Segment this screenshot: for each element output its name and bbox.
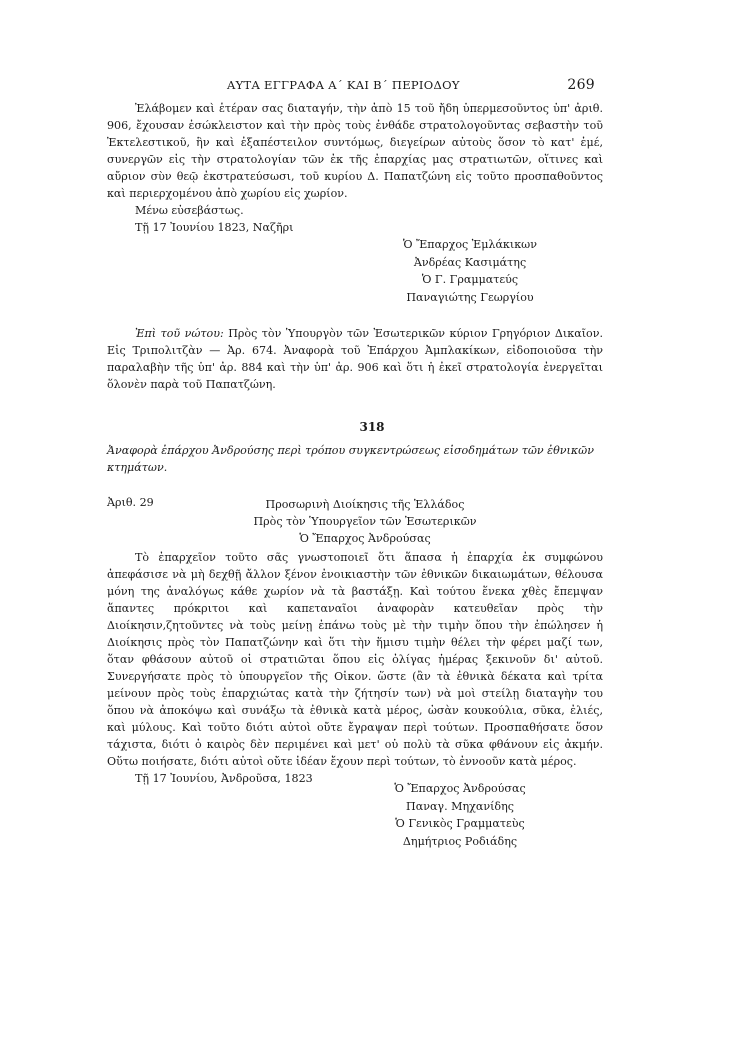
signature-line: Ὁ Γενικὸς Γραμματεὺς (395, 817, 525, 830)
verso-text: Πρὸς τὸν Ὑπουργὸν τῶν Ἐσωτερικῶν κύριον Γρηγόριον Δικαῖον. Εἰς Τριπολιτζὰν — Ἀρ. 674. Ἀναφορὰ τοῦ Ἐπάρχου Ἀμπλακίκων, εἰδοποιοῦσα τὴν παραλαβὴν τῆς ὑπ' ἀρ. 884 καὶ τὴν ὑπ' ἀρ. 906 καὶ ὅτι ἡ ἐκεῖ στρατολογία ἐνεργεῖται ὅλονὲν παρὰ τοῦ Παπατζώνη. (107, 327, 603, 391)
heading-line: Πρὸς τὸν Ὑπουργεῖον τῶν Ἐσωτερικῶν (253, 515, 477, 528)
page-number: 269 (567, 77, 595, 93)
doc318-date: Τῇ 17 Ἰουνίου, Ἀνδροῦσα, 1823 (135, 772, 313, 785)
doc317-closing: Μένω εὐσεβάστως. (135, 204, 244, 217)
signature-line: Ὁ Γ. Γραμματεύς (421, 273, 519, 286)
signature-line: Δημήτριος Ροδιάδης (402, 834, 518, 848)
verso-label: Ἐπὶ τοῦ νώτου: (135, 327, 224, 340)
reference-number: Ἀριθ. 29 (107, 496, 154, 509)
heading-line: Προσωρινὴ Διοίκησις τῆς Ἑλλάδος (265, 498, 465, 511)
signature-line: Ὁ Ἔπαρχος Ἐμλάκικων (403, 238, 537, 251)
letter-heading (250, 496, 480, 547)
running-title: ΑΥΤΑ ΕΓΓΡΑΦΑ Α΄ ΚΑΙ Β΄ ΠΕΡΙΟΔΟΥ (227, 78, 460, 92)
doc318-body-block (107, 549, 603, 787)
document-number: 318 (359, 420, 385, 434)
doc317-date: Τῇ 17 Ἰουνίου 1823, Ναζῆρι (135, 221, 294, 234)
doc317-verso (107, 325, 603, 393)
signature-line: Ἀνδρέας Κασιμάτης (413, 255, 527, 269)
document-title: Ἀναφορὰ ἐπάρχου Ἀνδρούσης περὶ τρόπου συγκεντρώσεως εἰσοδημάτων τῶν ἐθνικῶν κτημάτων. (107, 444, 594, 474)
signature-line: Παναγ. Μηχανίδης (406, 799, 514, 813)
heading-line: Ὁ Ἔπαρχος Ἀνδρούσας (299, 532, 431, 545)
doc317-signature-block (385, 236, 555, 306)
doc317-body-block (107, 100, 603, 236)
doc317-body: Ἐλάβομεν καὶ ἑτέραν σας διαταγήν, τὴν ἀπὸ 15 τοῦ ἤδη ὑπερμεσοῦντος ὑπ' ἀριθ. 906, ἔχουσαν ἐσώκλειστον καὶ τὴν πρὸς τοὺς ἐνθάδε στρατολογοῦντας σεβαστὴν τοῦ Ἐκτελεστικοῦ, ἣν καὶ ἐξαπέστειλον συντόμως, διεγείρων αὐτοὺς ὅσον τὸ κατ' ἐμέ, συνεργῶν εἰς τὴν στρατολογίαν τῶν ἐκ τῆς ἐπαρχίας μας στρατιωτῶν, οἵτινες καὶ αὔριον σὺν θεῷ ἐκστρατεύσωσι, τοῦ κυρίου Δ. Παπατζώνη εἰς τοῦτο προσπαθοῦντος καὶ περιερχομένου ἀπὸ χωρίου εἰς χωρίον. (107, 102, 603, 200)
signature-line: Ὁ Ἔπαρχος Ἀνδρούσας (394, 782, 526, 795)
doc318-body: Τὸ ἐπαρχεῖον τοῦτο σᾶς γνωστοποιεῖ ὅτι ἅπασα ἡ ἐπαρχία ἐκ συμφώνου ἀπεφάσισε νὰ μὴ δεχθῇ ἄλλον ξένον ἐνοικιαστὴν τῶν ἐθνικῶν δικαιωμάτων, θέλουσα μόνη της ἀναλόγως κάθε χωρίον νὰ τὰ βαστάξῃ. Καὶ τούτου ἕνεκα χθὲς ἔπεμψαν ἅπαντες πρόκριτοι καὶ καπεταναῖοι ἀναφορὰν κατευθεῖαν πρὸς τὴν Διοίκησιν,ζητοῦντες νὰ τοὺς μείνῃ ἐπάνω τοὺς μὲ τὴν τιμὴν ὅπου τὴν ἐπώλησεν ἡ Διοίκησις πρὸς τὸν Παπατζώνην καὶ ὅτι τὴν ἥμισυ τιμὴν θέλει τὴν φέρει μαζί των, ὅταν φθάσουν αὐτοῦ οἱ στρατιῶται ὅπου εἰς ὀλίγας ἡμέρας ξεκινοῦν δι' αὐτοῦ. Συνεργήσατε πρὸς τὸ ὑπουργεῖον τῆς Οἰκον. ὥστε (ἂν τὰ ἐθνικὰ δέκατα καὶ τρίτα μείνουν πρὸς τοὺς ἐπαρχιώτας κατὰ τὴν ζήτησίν των) νὰ μοὶ στείλῃ διαταγὴν του ὅπου νὰ ἀποκόψω καὶ συνάξω τὰ ἐθνικὰ κατὰ μέρος, ὡσὰν κουκούλια, σῦκα, ἐλιές, καὶ μύλους. Καὶ τοῦτο διότι αὐτοὶ οὔτε ἔγραψαν περὶ τούτων. Προσπαθήσατε ὅσον τάχιστα, διότι ὁ καιρὸς δὲν περιμένει καὶ μετ' οὐ πολὺ τὰ σῦκα φθάνουν εἰς ἀκμήν. Οὕτω ποιήσατε, διότι αὐτοὶ οὔτε ἰδέαν ἔχουν περὶ τούτων, τὸ ἐννοοῦν κατὰ μέρος. (107, 551, 603, 768)
doc318-signature-block (375, 780, 545, 850)
signature-line: Παναγιώτης Γεωργίου (406, 290, 534, 304)
